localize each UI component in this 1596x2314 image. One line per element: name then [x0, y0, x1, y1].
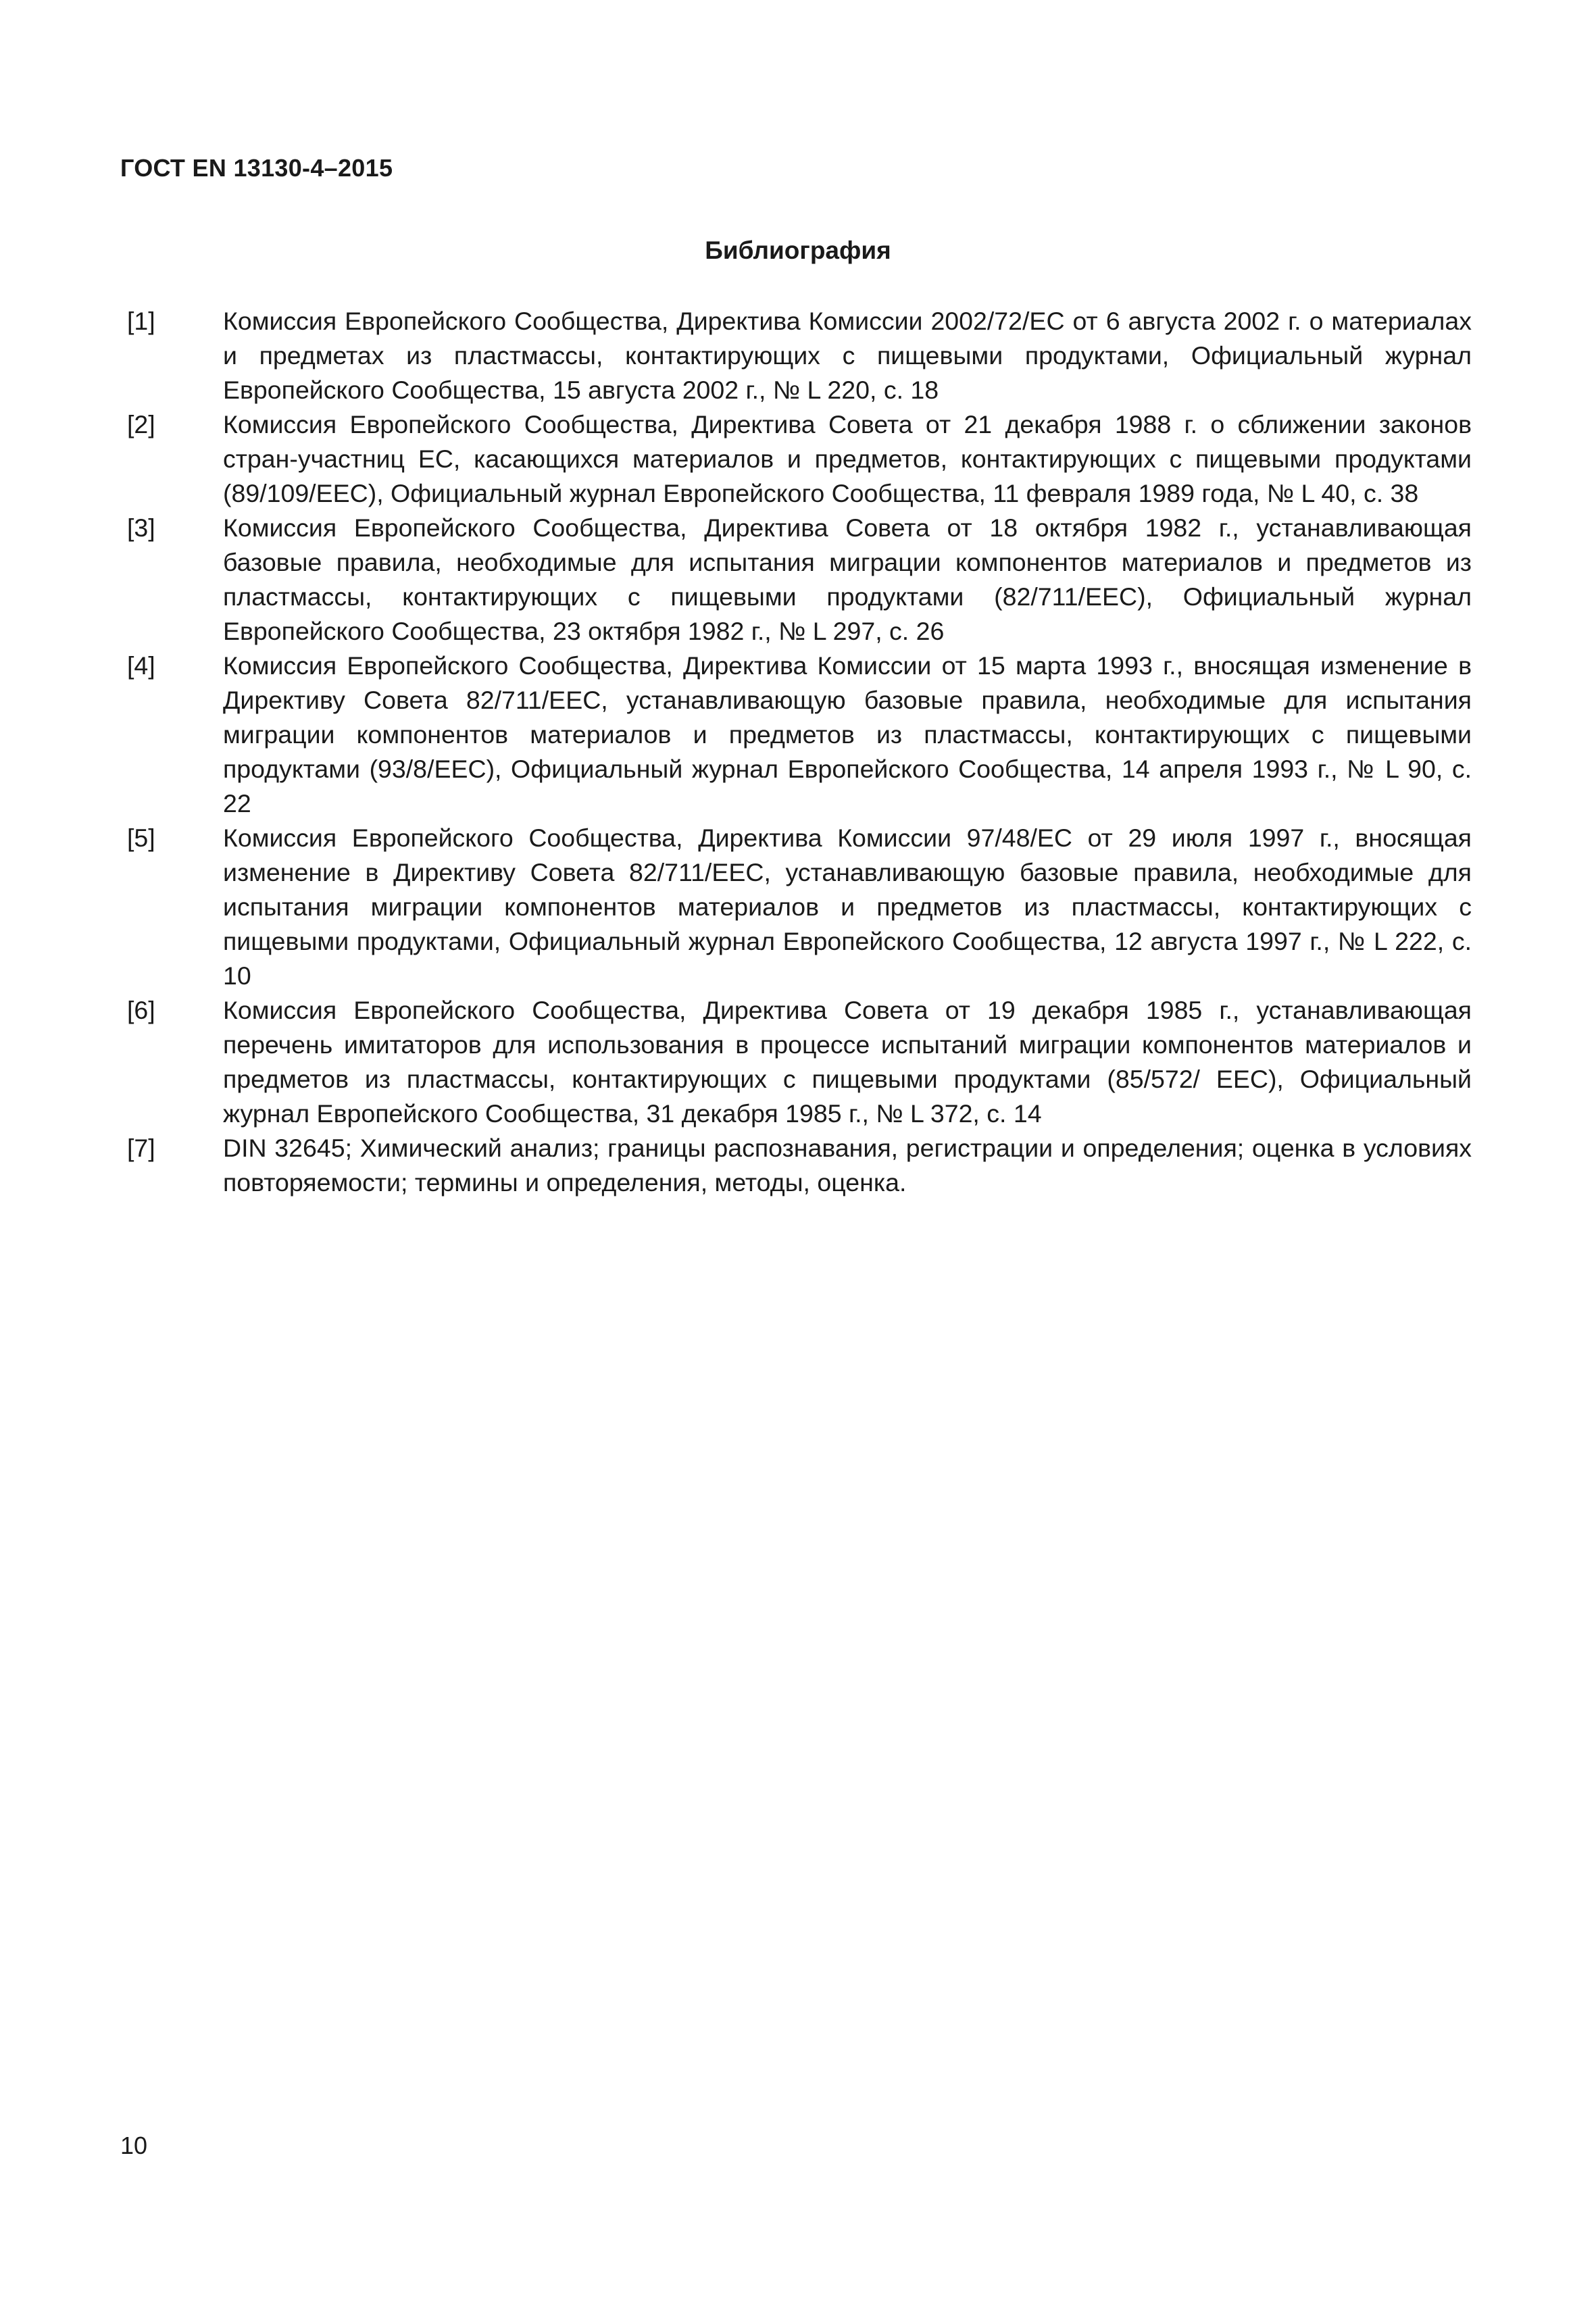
bibliography-entry	[120, 304, 1472, 407]
bibliography-entry	[120, 407, 1472, 511]
bibliography-entry-text: Комиссия Европейского Сообщества, Директива Совета от 18 октября 1982 г., устанавливающая базовые правила, необходимые для испытания миграции компонентов материалов и предметов из пластмассы, контактирующих с пищевыми продуктами (82/711/ЕЕС), Официальный журнал Европейского Сообщества, 23 октября 1982 г., № L 297, с. 26	[223, 513, 1472, 645]
bibliography-entry-text: Комиссия Европейского Сообщества, Директива Комиссии от 15 марта 1993 г., вносящая изменение в Директиву Совета 82/711/ЕЕС, устанавливающую базовые правила, необходимые для испытания миграции компонентов материалов и предметов из пластмассы, контактирующих с пищевыми продуктами (93/8/ЕЕС), Официальный журнал Европейского Сообщества, 14 апреля 1993 г., № L 90, с. 22	[223, 651, 1472, 818]
bibliography-entry-number: [4]	[127, 651, 155, 680]
bibliography-entry-number: [7]	[127, 1134, 155, 1162]
bibliography-entry-number: [5]	[127, 824, 155, 852]
bibliography-entry-number: [2]	[127, 410, 155, 438]
bibliography-list	[120, 304, 1472, 1200]
bibliography-entry-number: [1]	[127, 307, 155, 335]
bibliography-entry	[120, 821, 1472, 993]
bibliography-entry-text: Комиссия Европейского Сообщества, Директива Совета от 21 декабря 1988 г. о сближении законов стран-участниц ЕС, касающихся материалов и предметов, контактирующих с пищевыми продуктами (89/109/ЕЕС), Официальный журнал Европейского Сообщества, 11 февраля 1989 года, № L 40, с. 38	[223, 410, 1472, 507]
page-number: 10	[120, 2132, 148, 2159]
bibliography-entry	[120, 649, 1472, 821]
bibliography-entry-text: DIN 32645; Химический анализ; границы распознавания, регистрации и определения; оценка в условиях повторяемости; термины и определения, методы, оценка.	[223, 1134, 1472, 1197]
bibliography-entry-text: Комиссия Европейского Сообщества, Директива Совета от 19 декабря 1985 г., устанавливающая перечень имитаторов для использования в процессе испытаний миграции компонентов материалов и предметов из пластмассы, контактирующих с пищевыми продуктами (85/572/ ЕЕС), Официальный журнал Европейского Сообщества, 31 декабря 1985 г., № L 372, с. 14	[223, 996, 1472, 1128]
bibliography-entry	[120, 993, 1472, 1131]
section-title: Библиография	[705, 236, 891, 264]
document-code-header: ГОСТ EN 13130-4–2015	[120, 154, 393, 182]
bibliography-entry-number: [6]	[127, 996, 155, 1024]
bibliography-entry-text: Комиссия Европейского Сообщества, Директива Комиссии 97/48/ЕС от 29 июля 1997 г., вносящая изменение в Директиву Совета 82/711/ЕЕС, устанавливающую базовые правила, необходимые для испытания миграции компонентов материалов и предметов из пластмассы, контактирующих с пищевыми продуктами, Официальный журнал Европейского Сообщества, 12 августа 1997 г., № L 222, с. 10	[223, 824, 1472, 990]
bibliography-entry	[120, 511, 1472, 649]
bibliography-entry-number: [3]	[127, 513, 155, 542]
bibliography-entry-text: Комиссия Европейского Сообщества, Директива Комиссии 2002/72/ЕС от 6 августа 2002 г. о материалах и предметах из пластмассы, контактирующих с пищевыми продуктами, Официальный журнал Европейского Сообщества, 15 августа 2002 г., № L 220, с. 18	[223, 307, 1472, 404]
bibliography-entry	[120, 1131, 1472, 1200]
